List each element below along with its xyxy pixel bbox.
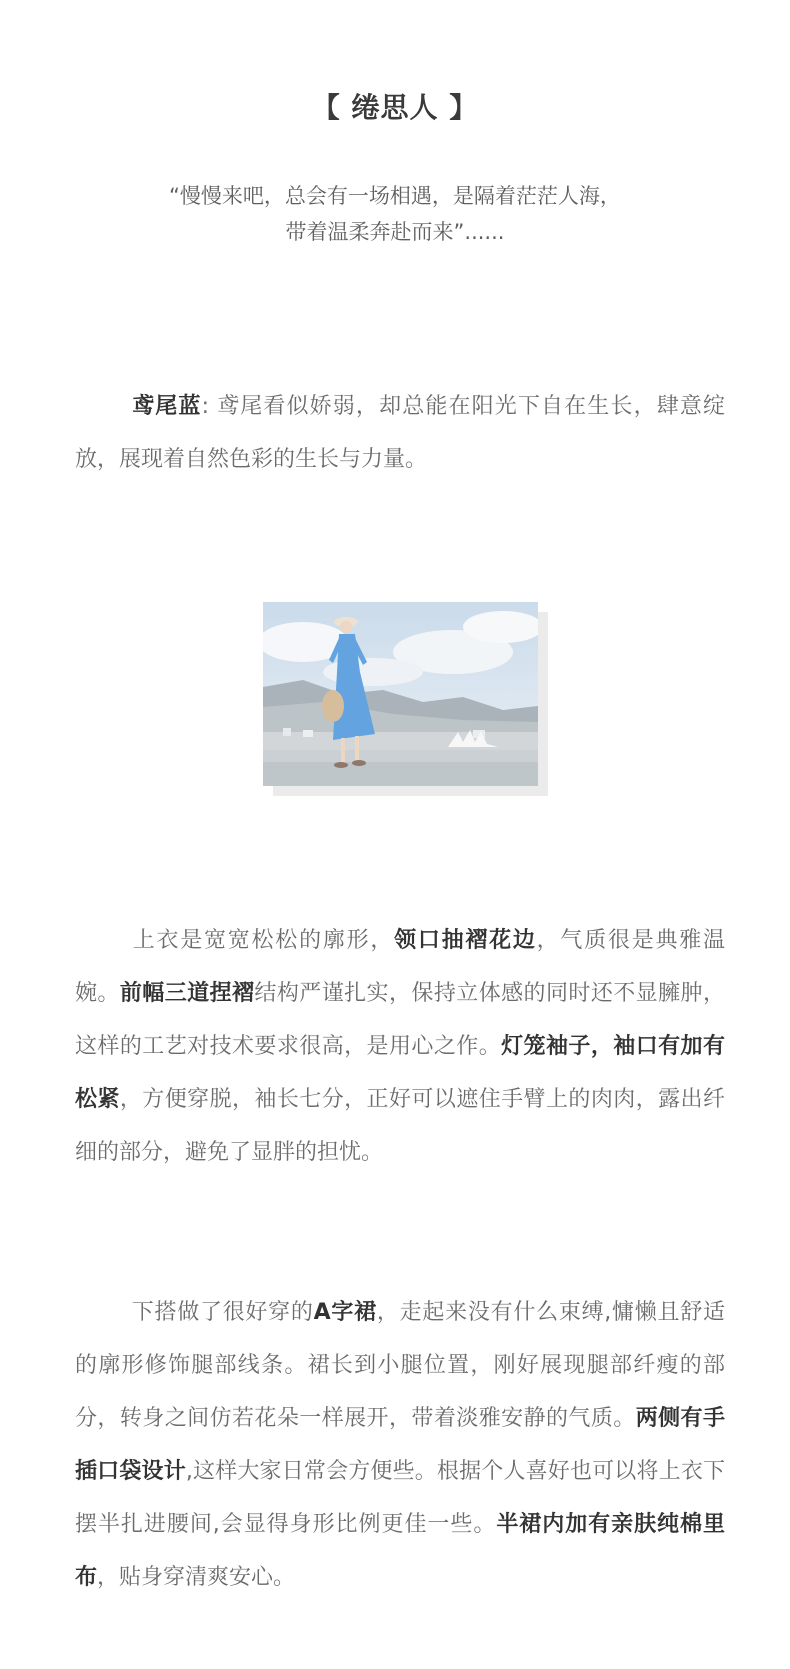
product-photo [263,602,538,786]
skirt-desc-text-1: 下搭做了很好穿的 [131,1300,314,1325]
top-desc-highlight-3: 灯笼袖子，袖口有加有松紧 [75,1034,725,1112]
top-desc-text-1: 上衣是宽宽松松的廓形， [131,928,395,953]
skirt-desc-highlight-3: 半裙内加有亲肤纯棉里布 [75,1512,725,1590]
color-name-label: 鸢尾蓝 [131,394,202,419]
skirt-desc-text-4: ，贴身穿清爽安心。 [97,1565,296,1590]
top-desc-highlight-1: 领口抽褶花边 [394,928,537,953]
photo-scene [263,602,538,786]
top-desc-text-2: ，气质很是典雅温婉。 [75,928,725,1006]
skirt-desc-highlight-2: 两侧有手插口袋设计 [75,1406,725,1484]
top-desc-text-4: ，方便穿脱，袖长七分，正好可以遮住手臂上的肉肉，露出纤细的部分，避免了显胖的担忧。 [75,1087,725,1165]
skirt-desc-highlight-1: A字裙 [313,1300,377,1325]
top-desc-highlight-2: 前幅三道捏褶 [119,981,255,1006]
top-desc-text-3: 结构严谨扎实，保持立体感的同时还不显臃肿，这样的工艺对技术要求很高，是用心之作。 [75,981,725,1059]
intro-quote [0,178,790,250]
product-photo-frame [263,602,548,796]
quote-line-1: “慢慢来吧，总会有一场相遇，是隔着茫茫人海， [169,184,621,208]
section-title: 【 绻思人 】 [311,91,479,124]
color-intro-text: : 鸢尾看似娇弱，却总能在阳光下自在生长，肆意绽放，展现着自然色彩的生长与力量。 [75,394,725,472]
skirt-desc-text-3: ,这样大家日常会方便些。根据个人喜好也可以将上衣下摆半扎进腰间,会显得身形比例更佳一些。 [75,1459,725,1537]
top-description-paragraph [75,914,725,1179]
color-intro-paragraph [75,380,725,486]
skirt-desc-text-2: ，走起来没有什么束缚,慵懒且舒适的廓形修饰腿部线条。裙长到小腿位置，刚好展现腿部纤瘦的部分，转身之间仿若花朵一样展开，带着淡雅安静的气质。 [75,1300,725,1431]
quote-line-2: 带着温柔奔赴而来”...... [285,220,505,244]
skirt-description-paragraph [75,1286,725,1604]
